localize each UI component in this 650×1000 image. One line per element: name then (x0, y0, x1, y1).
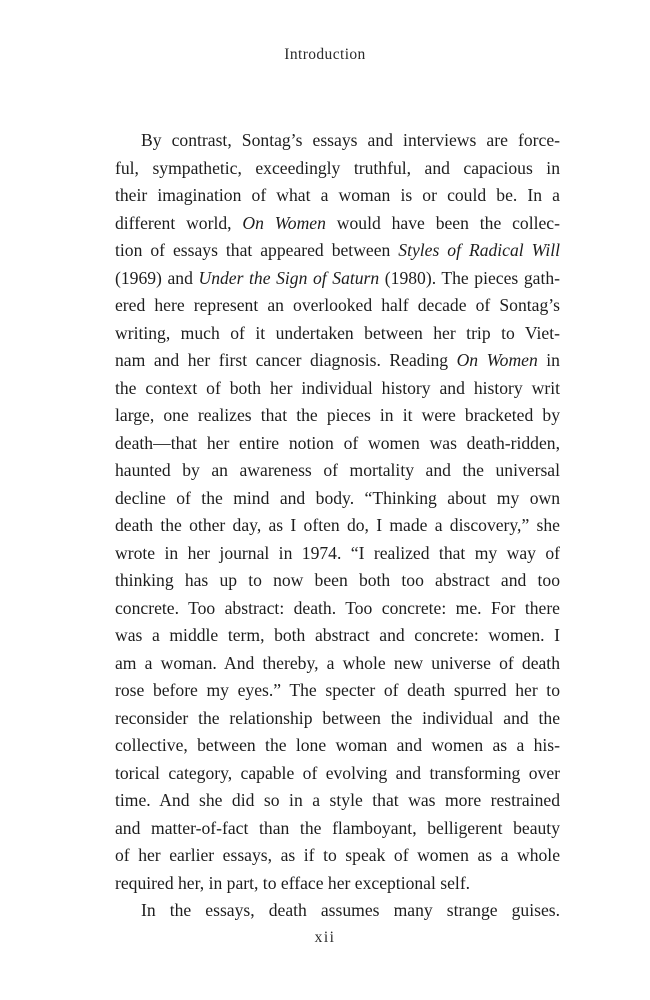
text-line: (1969) and Under the Sign of Saturn (1980). The pieces gath- (115, 267, 560, 288)
text-line: By contrast, Sontag’s essays and interviews are force- (141, 130, 560, 150)
text-line: writing, much of it undertaken between her trip to Viet- (115, 322, 560, 343)
text-line: thinking has up to now been both too abstract and too (115, 570, 560, 590)
text-line: death the other day, as I often do, I made a discovery,” she (115, 515, 560, 535)
text-line: decline of the mind and body. “Thinking about my own (115, 487, 560, 508)
text-line: collective, between the lone woman and women as a his- (115, 735, 560, 755)
running-head: Introduction (284, 46, 366, 63)
text-line: of her earlier essays, as if to speak of women as a whole (115, 845, 560, 865)
text-line: was a middle term, both abstract and concrete: women. I (115, 625, 560, 645)
text-line: required her, in part, to efface her exceptional self. (115, 872, 471, 893)
page-number: xii (314, 929, 336, 946)
text-line: tion of essays that appeared between Styles of Radical Will (115, 240, 560, 260)
text-line: their imagination of what a woman is or could be. In a (115, 185, 560, 205)
text-line: and matter-of-fact than the flamboyant, belligerent beauty (115, 817, 560, 838)
text-line: In the essays, death assumes many strange guises. (141, 900, 560, 920)
text-line: am a woman. And thereby, a whole new universe of death (115, 652, 560, 673)
text-line: large, one realizes that the pieces in it were bracketed by (115, 405, 560, 425)
text-line: time. And she did so in a style that was more restrained (115, 790, 560, 810)
text-line: death—that her entire notion of women was death-ridden, (115, 432, 560, 453)
text-line: ered here represent an overlooked half decade of Sontag’s (115, 295, 560, 315)
text-line: ful, sympathetic, exceedingly truthful, and capacious in (115, 157, 560, 178)
text-line: reconsider the relationship between the individual and the (115, 707, 560, 728)
text-line: nam and her first cancer diagnosis. Reading On Women in (115, 350, 560, 370)
text-line: torical category, capable of evolving and transforming over (115, 762, 560, 783)
paragraph (115, 897, 560, 925)
text-line: rose before my eyes.” The specter of death spurred her to (115, 680, 560, 700)
text-line: different world, On Women would have been the collec- (115, 212, 560, 233)
body-text (115, 127, 560, 925)
text-line: wrote in her journal in 1974. “I realized that my way of (115, 542, 560, 563)
text-line: the context of both her individual history and history writ (115, 377, 560, 398)
text-line: concrete. Too abstract: death. Too concrete: me. For there (115, 597, 560, 618)
text-line: haunted by an awareness of mortality and the universal (115, 460, 560, 480)
paragraph (115, 127, 560, 897)
